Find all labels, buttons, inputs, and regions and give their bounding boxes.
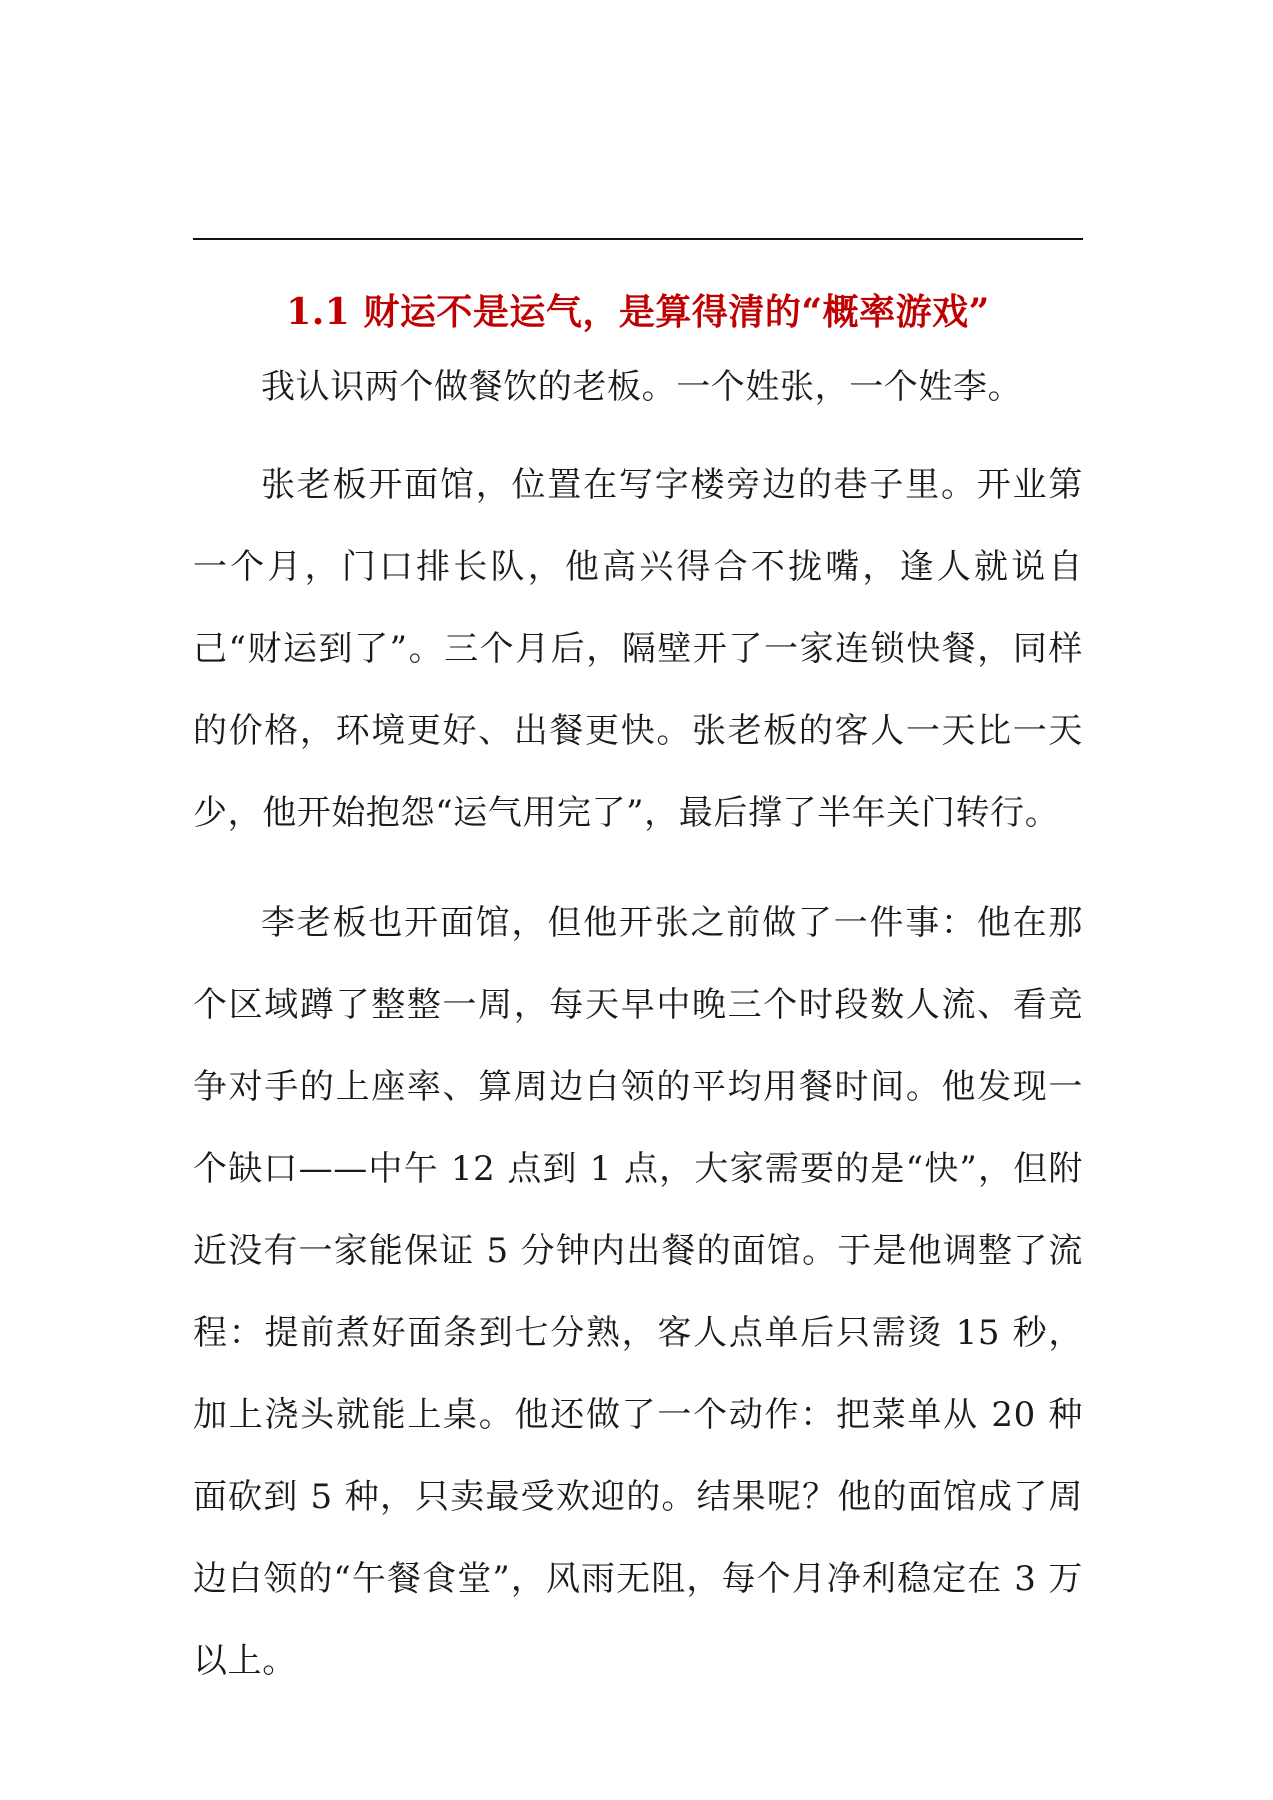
paragraph-zhang: 张老板开面馆，位置在写字楼旁边的巷子里。开业第一个月，门口排长队，他高兴得合不拢嘴，逢人就说自己“财运到了”。三个月后，隔壁开了一家连锁快餐，同样的价格，环境更好、出餐更快。张老板的客人一天比一天少，他开始抱怨“运气用完了”，最后撑了半年关门转行。 <box>193 465 1083 833</box>
section-title: 1.1 财运不是运气，是算得清的“概率游戏” <box>286 291 990 334</box>
paragraph-intro: 我认识两个做餐饮的老板。一个姓张，一个姓李。 <box>261 367 1023 407</box>
body-text <box>193 346 1083 1730</box>
paragraph-li: 李老板也开面馆，但他开张之前做了一件事：他在那个区域蹲了整整一周，每天早中晚三个时段数人流、看竞争对手的上座率、算周边白领的平均用餐时间。他发现一个缺口——中午 12 点到 1 点，大家需要的是“快”，但附近没有一家能保证 5 分钟内出餐的面馆。于是他调整了流程：提前煮好面条到七分熟，客人点单后只需烫 15 秒，加上浇头就能上桌。他还做了一个动作：把菜单从 20 种面砍到 5 种，只卖最受欢迎的。结果呢？他的面馆成了周边白领的“午餐食堂”，风雨无阻，每个月净利稳定在 3 万以上。 <box>193 903 1083 1681</box>
header-divider <box>193 238 1083 240</box>
